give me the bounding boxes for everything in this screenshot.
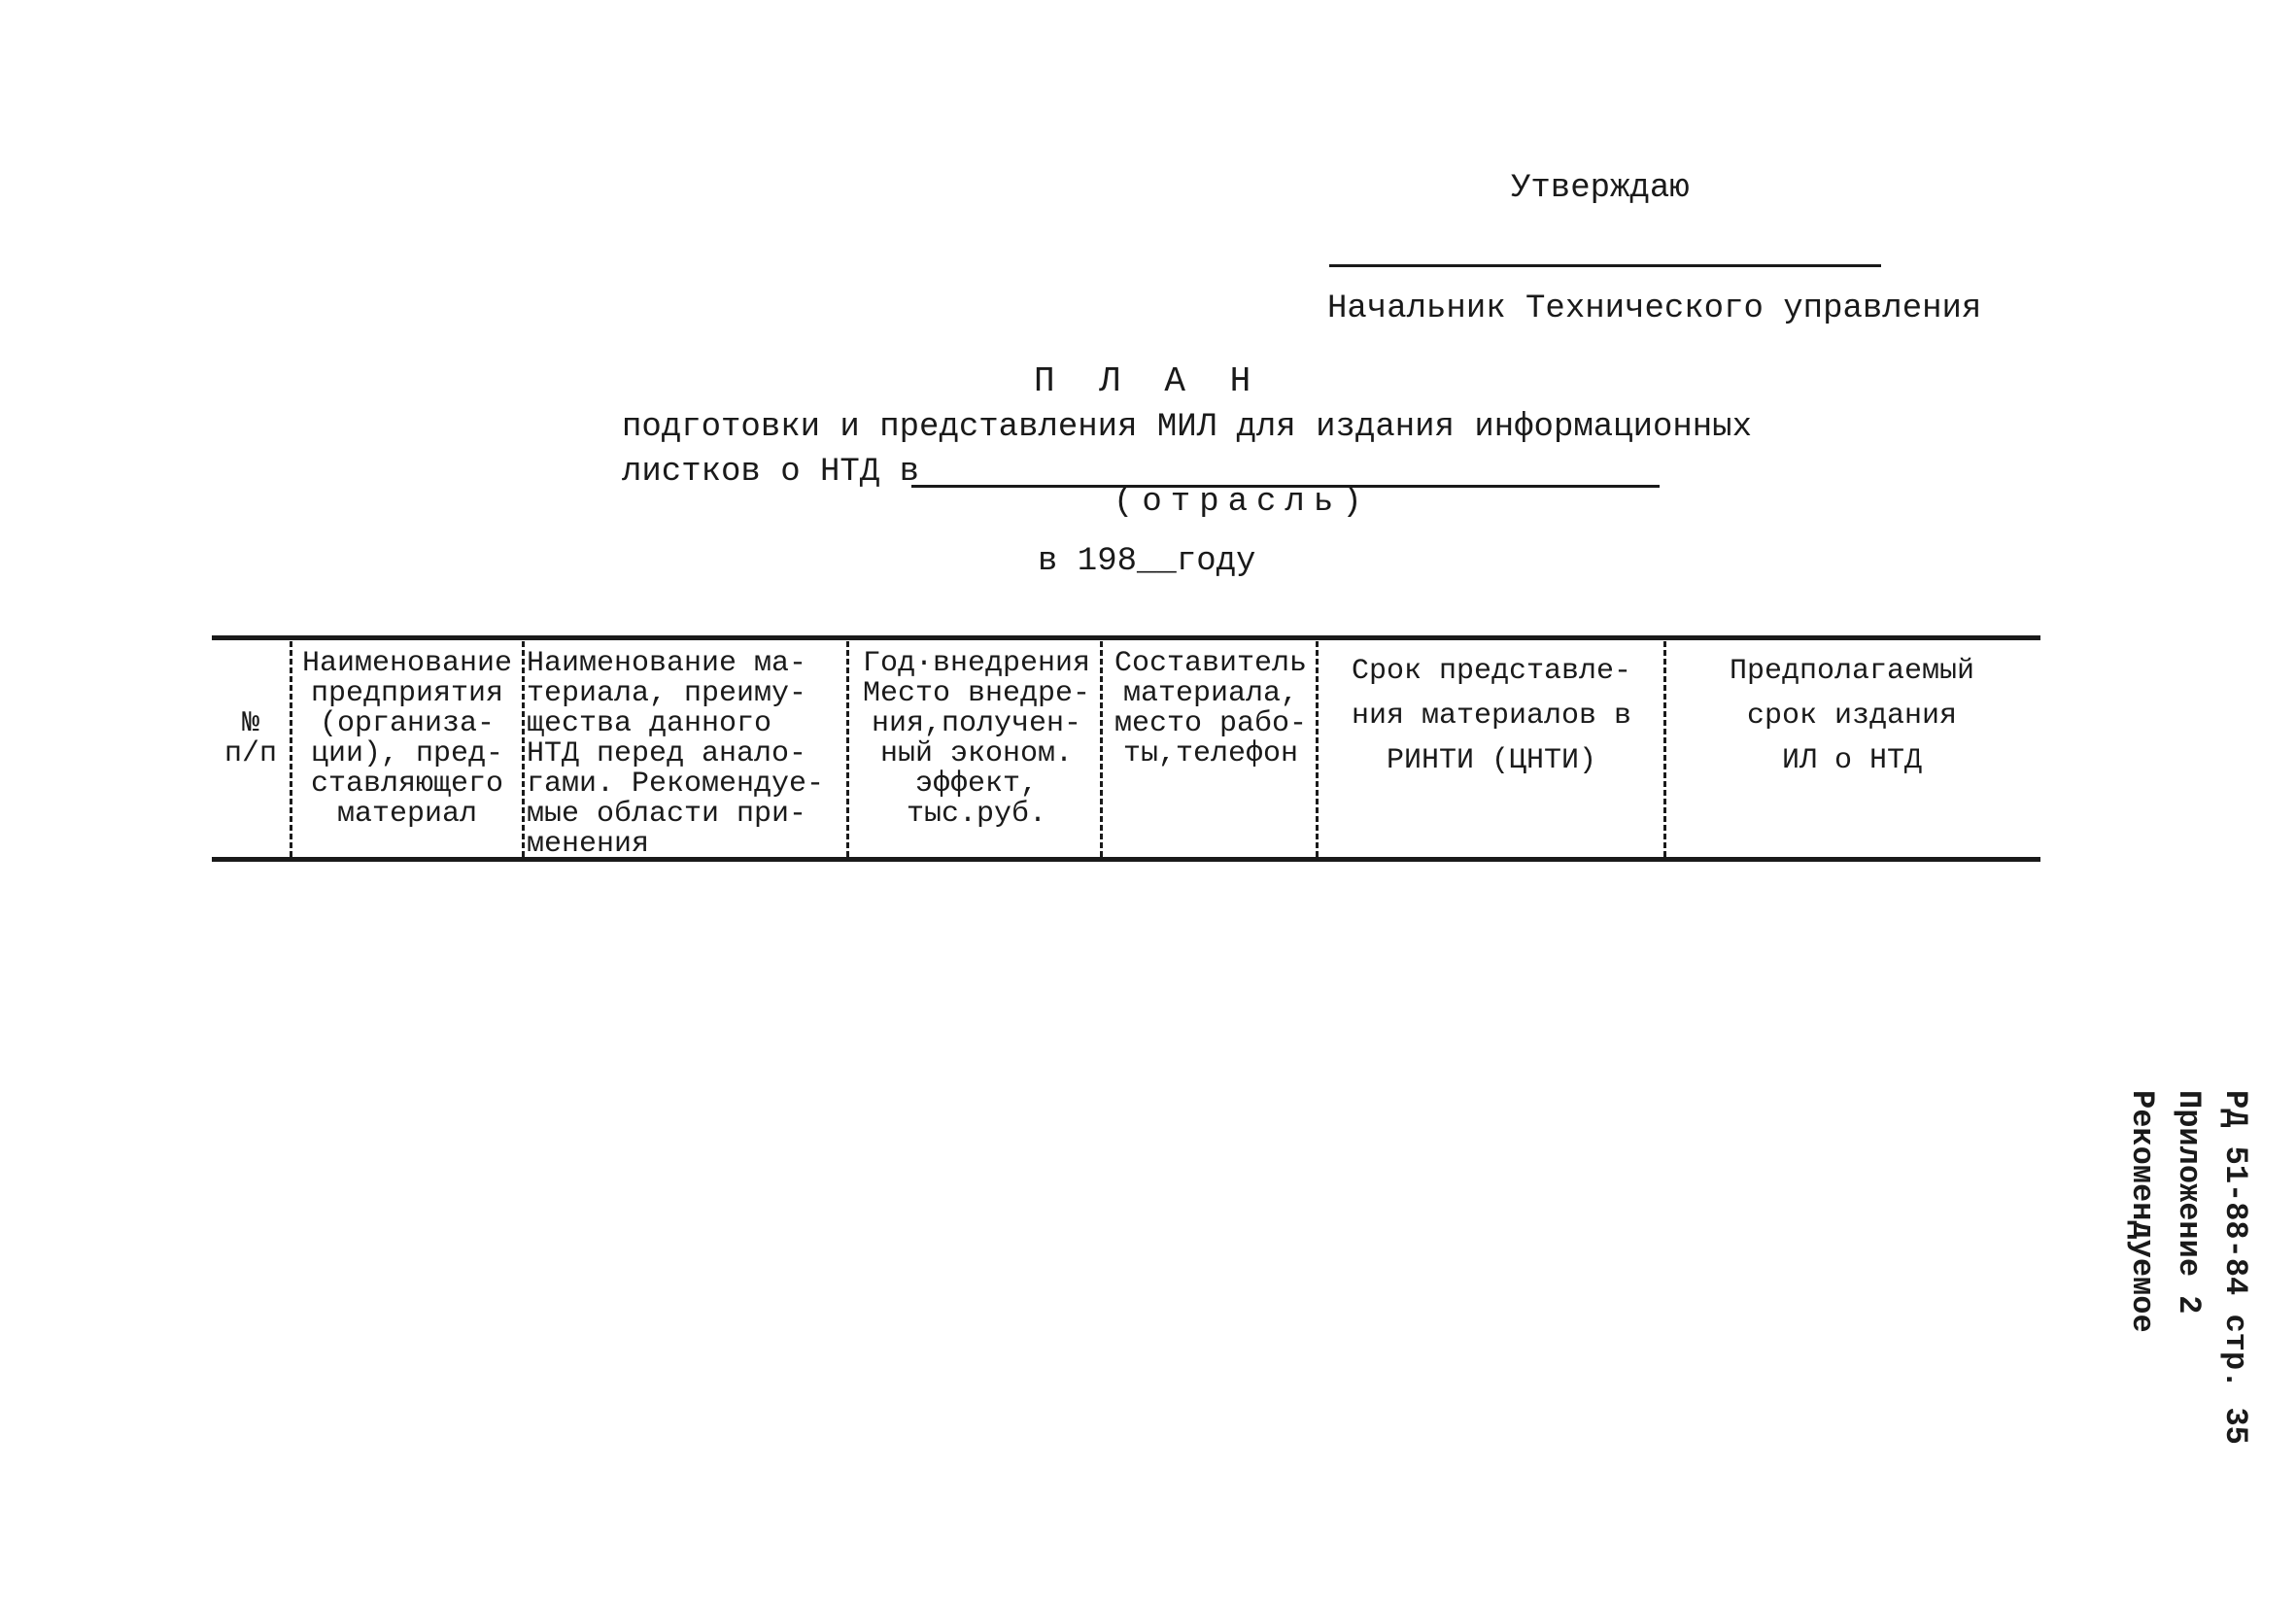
column-separator xyxy=(1663,641,1666,857)
column-separator xyxy=(522,641,525,857)
column-header-enterprise: Наименование предприятия (организа- ции), пред- ставляющего материал xyxy=(301,647,513,831)
plan-subtitle-line-1: подготовки и представления МИЛ для издания информационных xyxy=(622,409,1752,446)
plan-year: в 198__году xyxy=(1038,543,1256,580)
plan-table xyxy=(212,635,2040,863)
column-header-material: Наименование ма- териала, преиму- щества данного НТД перед анало- гами. Рекомендуе- мые области при- менения xyxy=(527,647,825,861)
approver-title: Начальник Технического управления xyxy=(1327,290,1982,327)
table-top-rule xyxy=(212,635,2040,640)
plan-subtitle-line-2: листков о НТД в xyxy=(622,454,920,491)
plan-title: П Л А Н xyxy=(1034,361,1263,401)
document-reference xyxy=(2118,1090,2258,1445)
recommended-label: Рекомендуемое xyxy=(2124,1090,2160,1333)
document-page-ref: РД 51-88-84 стр. 35 xyxy=(2217,1090,2253,1445)
signature-line xyxy=(1329,264,1881,267)
column-header-implementation: Год·внедрения Место внедре- ния,получен- ный эконом. эффект, тыс.руб. xyxy=(862,647,1091,831)
industry-caption: (отрасль) xyxy=(1114,484,1371,521)
table-bottom-rule xyxy=(212,857,2040,862)
column-header-author: Составитель материала, место рабо- ты,телефон xyxy=(1114,647,1308,770)
column-separator xyxy=(290,641,292,857)
approval-label: Утверждаю xyxy=(1511,170,1690,207)
column-header-submission-date: Срок представле- ния материалов в РИНТИ (ЦНТИ) xyxy=(1351,655,1632,777)
appendix-label: Приложение 2 xyxy=(2171,1090,2207,1315)
column-header-number: № п/п xyxy=(223,707,277,770)
column-header-publication-date: Предполагаемый срок издания ИЛ о НТД xyxy=(1729,655,1975,777)
